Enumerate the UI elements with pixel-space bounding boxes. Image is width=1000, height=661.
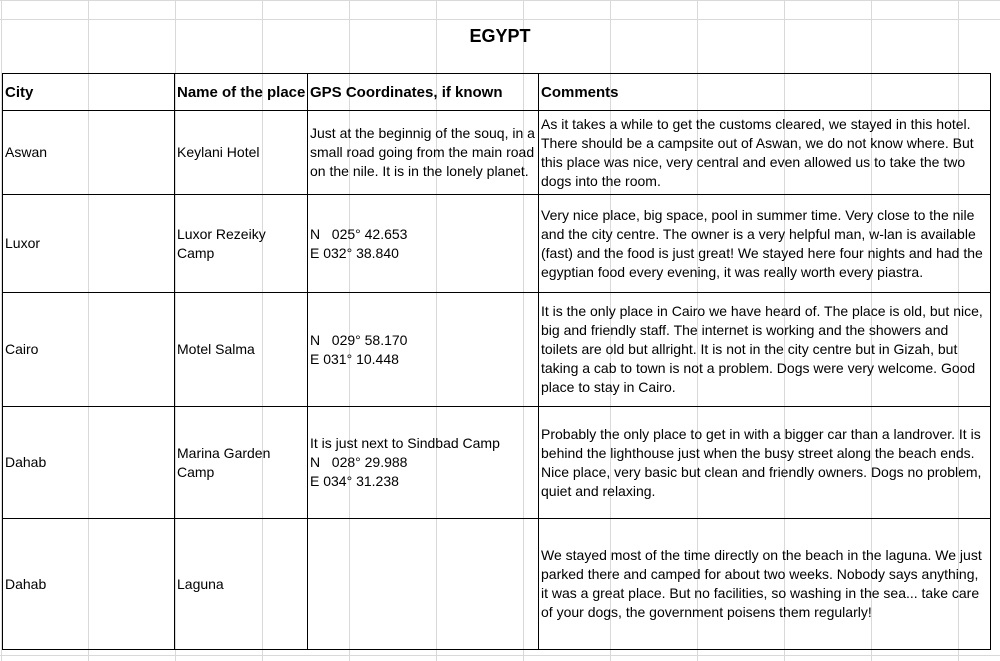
places-table bbox=[2, 73, 991, 650]
cell-place[interactable]: Motel Salma bbox=[175, 293, 308, 407]
gps-latitude: N 025° 42.653 bbox=[310, 225, 408, 242]
gps-note: It is just next to Sindbad Camp bbox=[310, 435, 500, 451]
cell-city[interactable]: Luxor bbox=[3, 195, 175, 293]
table-row bbox=[3, 293, 991, 407]
cell-gps[interactable] bbox=[308, 293, 539, 407]
table-row bbox=[3, 111, 991, 195]
gps-latitude: N 029° 58.170 bbox=[310, 331, 408, 348]
cell-city[interactable]: Cairo bbox=[3, 293, 175, 407]
cell-place[interactable]: Laguna bbox=[175, 519, 308, 650]
cell-city[interactable]: Dahab bbox=[3, 407, 175, 519]
cell-gps[interactable] bbox=[308, 195, 539, 293]
cell-comments[interactable]: It is the only place in Cairo we have heard of. The place is old, but nice, big and friendly staff. The internet is working and the showers and toilets are old but allright. It is not in the city centre but in Gizah, but taking a cab to town is not a problem. Dogs were very welcome. Good place to stay in Cairo. bbox=[539, 293, 991, 407]
gps-longitude: E 034° 31.238 bbox=[310, 473, 399, 489]
cell-place[interactable]: Luxor Rezeiky Camp bbox=[175, 195, 308, 293]
cell-comments[interactable]: As it takes a while to get the customs cleared, we stayed in this hotel. There should be a campsite out of Aswan, we do not know where. But this place was nice, very central and even allowed us to take the two dogs into the room. bbox=[539, 111, 991, 195]
header-place[interactable]: Name of the place bbox=[175, 74, 308, 111]
table-row bbox=[3, 519, 991, 650]
table-row bbox=[3, 407, 991, 519]
cell-place[interactable]: Marina Garden Camp bbox=[175, 407, 308, 519]
cell-gps[interactable] bbox=[308, 407, 539, 519]
gps-longitude: E 032° 38.840 bbox=[310, 244, 399, 261]
gps-latitude: N 028° 29.988 bbox=[310, 454, 408, 470]
cell-gps[interactable] bbox=[308, 519, 539, 650]
cell-comments[interactable]: Probably the only place to get in with a bigger car than a landrover. It is behind the lighthouse just when the busy street along the beach ends. Nice place, very basic but clean and friendly owners. Dogs no problem, quiet and relaxing. bbox=[539, 407, 991, 519]
header-city[interactable]: City bbox=[3, 74, 175, 111]
gps-note: Just at the beginnig of the souq, in a small road going from the main road on the nile. It is in the lonely planet. bbox=[310, 125, 535, 179]
page-title: EGYPT bbox=[469, 26, 531, 46]
cell-comments[interactable]: We stayed most of the time directly on the beach in the laguna. We just parked there and camped for about two weeks. Nobody says anything, it was a great place. But no facilities, so washing in the sea... take care of your dogs, the government poisens them regularly! bbox=[539, 519, 991, 650]
header-gps[interactable]: GPS Coordinates, if known bbox=[308, 74, 539, 111]
table-row bbox=[3, 195, 991, 293]
cell-gps[interactable] bbox=[308, 111, 539, 195]
cell-city[interactable]: Aswan bbox=[3, 111, 175, 195]
header-comments[interactable]: Comments bbox=[539, 74, 991, 111]
cell-place[interactable]: Keylani Hotel bbox=[175, 111, 308, 195]
cell-city[interactable]: Dahab bbox=[3, 519, 175, 650]
cell-comments[interactable]: Very nice place, big space, pool in summer time. Very close to the nile and the city centre. The owner is a very helpful man, w-lan is available (fast) and the food is just great! We stayed here four nights and had the egyptian food every evening, it was really worth every piastra. bbox=[539, 195, 991, 293]
header-row bbox=[3, 74, 991, 111]
gps-longitude: E 031° 10.448 bbox=[310, 350, 399, 367]
